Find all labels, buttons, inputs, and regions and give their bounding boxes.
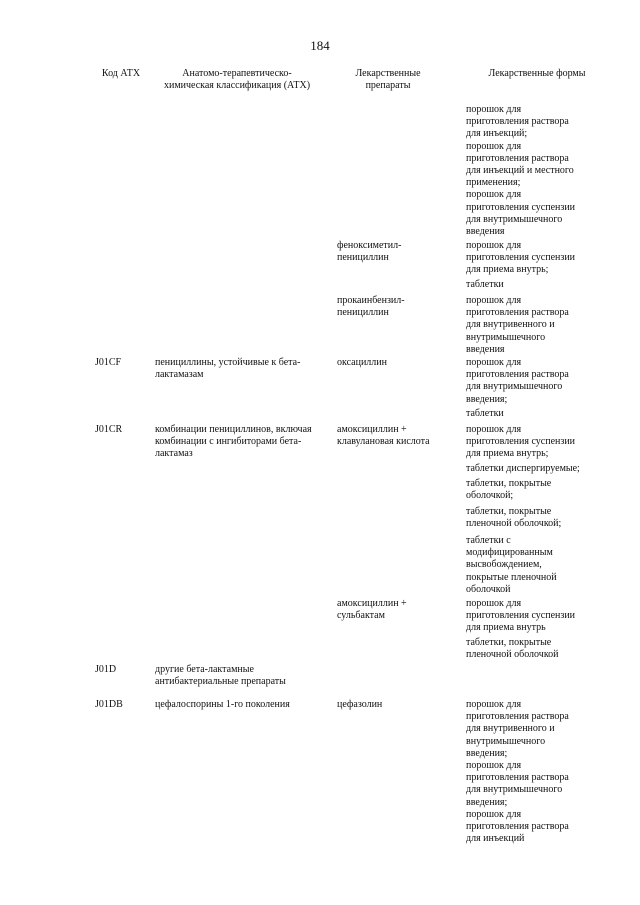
form-cell: таблетки диспергируемые; bbox=[466, 463, 580, 474]
classification-cell: другие бета-лактамные антибактериальные препараты bbox=[155, 664, 286, 688]
form-cell: таблетки bbox=[466, 279, 504, 290]
form-cell: порошок для приготовления раствора для внутривенного и внутримышечного введения; порошок для приготовления раствора для внутримышечного введения; порошок для приготовления раствора для инъекций bbox=[466, 699, 569, 845]
column-header-forms: Лекарственные формы bbox=[488, 68, 586, 79]
column-header-drugs: Лекарственные препараты bbox=[355, 68, 421, 91]
form-cell: таблетки bbox=[466, 408, 504, 419]
drug-cell: феноксиметил- пенициллин bbox=[337, 240, 402, 264]
column-header-classification: Анатомо-терапевтическо- химическая классификация (АТХ) bbox=[163, 68, 311, 91]
drug-cell: амоксициллин + сульбактам bbox=[337, 598, 407, 622]
classification-cell: пенициллины, устойчивые к бета- лактамазам bbox=[155, 357, 301, 381]
drug-cell: оксациллин bbox=[337, 357, 387, 368]
page-number: 184 bbox=[310, 38, 330, 53]
form-cell: таблетки, покрытые оболочкой; bbox=[466, 478, 552, 502]
atc-code-cell: J01CF bbox=[95, 357, 122, 368]
atc-code-cell: J01D bbox=[95, 664, 117, 675]
form-cell: порошок для приготовления суспензии для приема внутрь; bbox=[466, 240, 576, 276]
drug-cell: амоксициллин + клавулановая кислота bbox=[337, 424, 430, 448]
form-cell: таблетки с модифицированным высвобождением, покрытые пленочной оболочкой bbox=[466, 535, 557, 595]
form-cell: порошок для приготовления суспензии для приема внутрь bbox=[466, 598, 576, 634]
form-cell: порошок для приготовления раствора для инъекций; порошок для приготовления раствора для инъекций и местного применения; порошок для приготовления суспензии для внутримышечного введения bbox=[466, 104, 576, 238]
atc-code-cell: J01DB bbox=[95, 699, 123, 710]
atc-code-cell: J01CR bbox=[95, 424, 123, 435]
form-cell: таблетки, покрытые пленочной оболочкой; bbox=[466, 506, 562, 530]
form-cell: таблетки, покрытые пленочной оболочкой bbox=[466, 637, 559, 661]
form-cell: порошок для приготовления суспензии для приема внутрь; bbox=[466, 424, 576, 460]
form-cell: порошок для приготовления раствора для внутривенного и внутримышечного введения bbox=[466, 295, 569, 355]
classification-cell: цефалоспорины 1-го поколения bbox=[155, 699, 290, 710]
classification-cell: комбинации пенициллинов, включая комбинации с ингибиторами бета- лактамаз bbox=[155, 424, 312, 460]
form-cell: порошок для приготовления раствора для внутримышечного введения; bbox=[466, 357, 569, 405]
column-header-code: Код АТХ bbox=[101, 68, 141, 79]
drug-cell: цефазолин bbox=[337, 699, 383, 710]
drug-cell: прокаинбензил- пенициллин bbox=[337, 295, 405, 319]
